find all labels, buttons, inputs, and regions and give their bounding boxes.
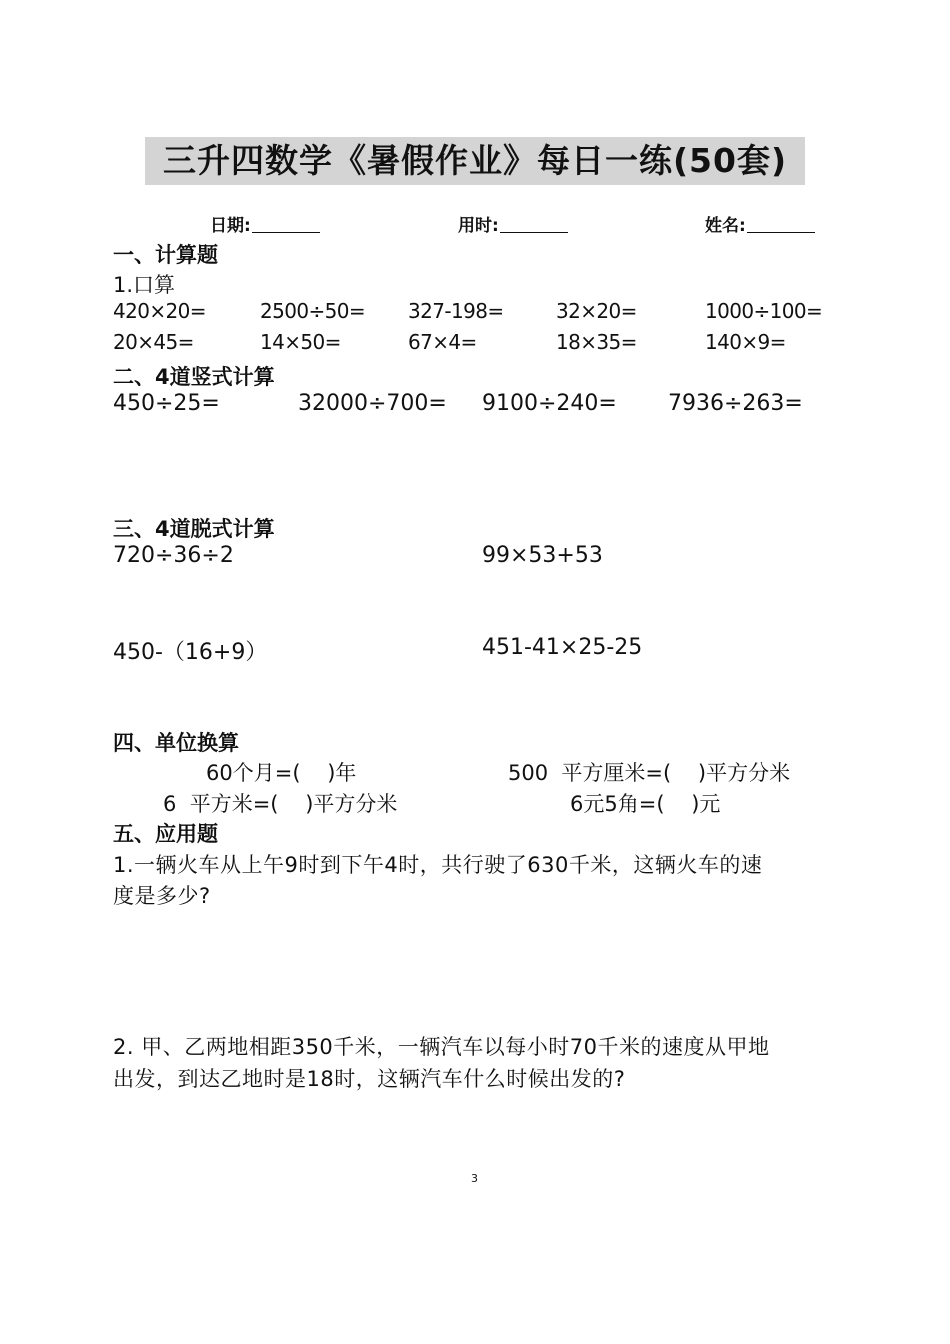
unit-conversion-problem: 60个月=( )年 [206,761,357,785]
stepwise-calc-problem: 720÷36÷2 [113,543,234,568]
page-number: 3 [471,1172,478,1185]
vertical-calc-problem: 9100÷240= [482,391,617,416]
stepwise-calc-problem: 99×53+53 [482,543,603,568]
vertical-calc-problem: 7936÷263= [668,391,803,416]
oral-problem: 140×9= [705,330,786,354]
section1-heading: 一、计算题 [113,243,218,267]
time-label: 用时: [458,216,499,236]
word-problem-1-line2: 度是多少? [113,884,211,908]
word-problem-2-line1: 2. 甲、乙两地相距350千米，一辆汽车以每小时70千米的速度从甲地 [113,1035,770,1059]
section2-heading: 二、4道竖式计算 [113,365,275,389]
oral-problem: 1000÷100= [705,299,823,323]
stepwise-calc-problem: 450-（16+9） [113,640,268,665]
oral-problem: 420×20= [113,299,206,323]
oral-problem: 32×20= [556,299,637,323]
info-row [0,211,950,237]
date-field [210,211,320,236]
time-field [458,211,568,236]
oral-problem: 14×50= [260,330,341,354]
date-blank [252,214,320,233]
oral-problem: 327-198= [408,299,504,323]
stepwise-calc-problem: 451-41×25-25 [482,635,643,660]
section4-heading: 四、单位换算 [113,731,239,755]
oral-problem: 20×45= [113,330,194,354]
name-blank [747,214,815,233]
word-problem-1-line1: 1.一辆火车从上午9时到下午4时，共行驶了630千米，这辆火车的速 [113,853,763,877]
vertical-calc-problem: 450÷25= [113,391,220,416]
word-problem-2-line2: 出发，到达乙地时是18时，这辆汽车什么时候出发的? [113,1067,626,1091]
name-label: 姓名: [705,216,746,236]
name-field [705,211,815,236]
page-title: 三升四数学《暑假作业》每日一练(50套) [145,137,805,185]
oral-problem: 2500÷50= [260,299,366,323]
unit-conversion-problem: 6 平方米=( )平方分米 [163,792,398,816]
unit-conversion-problem: 500 平方厘米=( )平方分米 [508,761,791,785]
oral-problem: 67×4= [408,330,477,354]
oral-calc-subheading: 1.口算 [113,273,176,297]
time-blank [500,214,568,233]
section5-heading: 五、应用题 [113,822,218,846]
unit-conversion-problem: 6元5角=( )元 [570,792,721,816]
vertical-calc-problem: 32000÷700= [298,391,447,416]
section3-heading: 三、4道脱式计算 [113,517,275,541]
date-label: 日期: [210,216,251,236]
oral-problem: 18×35= [556,330,637,354]
